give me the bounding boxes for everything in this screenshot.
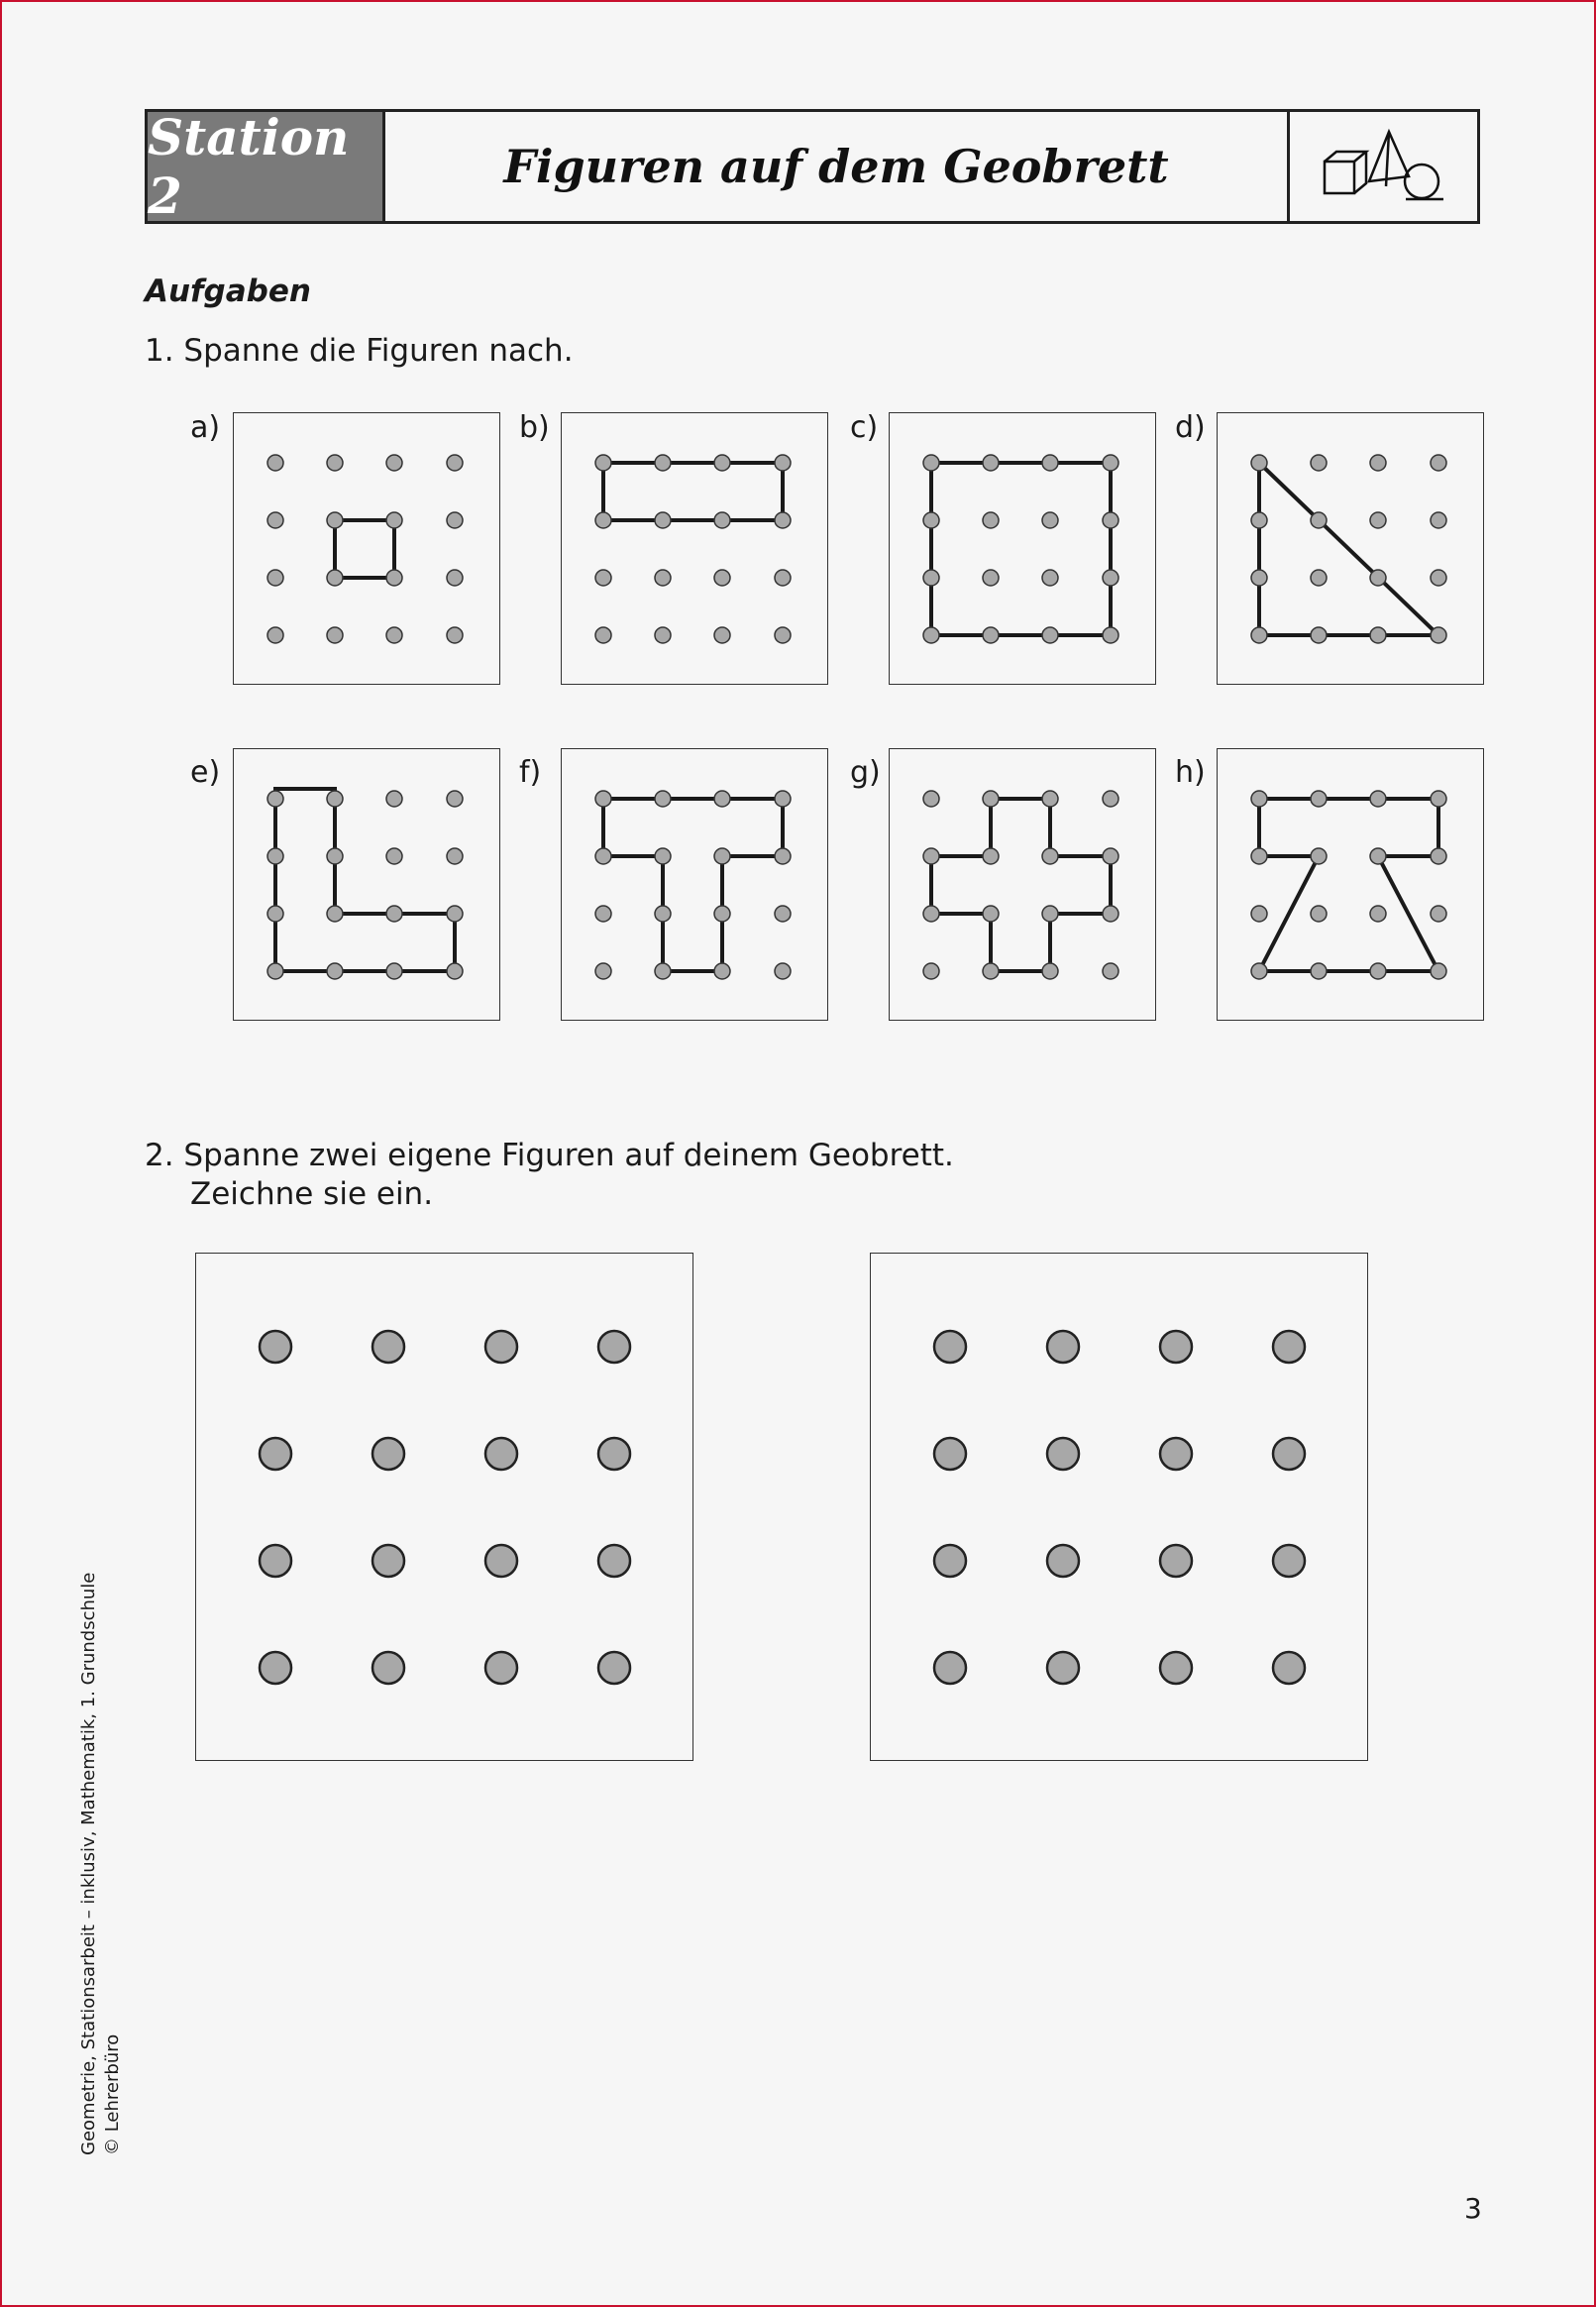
geoboard-e (233, 748, 500, 1021)
blank-geoboard-1 (195, 1253, 693, 1761)
item-label-e: e) (190, 755, 221, 790)
geoboard-g (889, 748, 1156, 1021)
task2-line2: Zeichne sie ein. (190, 1176, 434, 1212)
geoboard-a (233, 412, 500, 685)
worksheet-title: Figuren auf dem Geobrett (503, 140, 1169, 193)
station-label: Station 2 (148, 112, 385, 221)
task2-line1: 2. Spanne zwei eigene Figuren auf deinem Geobrett. (145, 1138, 954, 1173)
item-label-g: g) (850, 755, 881, 790)
geoboard-d (1217, 412, 1484, 685)
blank-geoboard-2 (870, 1253, 1368, 1761)
page-number: 3 (1464, 2192, 1482, 2225)
item-label-a: a) (190, 410, 221, 445)
item-label-h: h) (1175, 755, 1206, 790)
geometry-shapes-icon (1287, 112, 1477, 221)
task1-text: 1. Spanne die Figuren nach. (145, 333, 574, 369)
item-label-c: c) (850, 410, 879, 445)
worksheet-header (145, 109, 1480, 224)
item-label-f: f) (519, 755, 542, 790)
item-label-d: d) (1175, 410, 1206, 445)
copyright-credit (77, 1573, 125, 2155)
item-label-b: b) (519, 410, 550, 445)
credit-line-1: Geometrie, Stationsarbeit – inklusiv, Mathematik, 1. Grundschule (78, 1572, 99, 2155)
geoboard-h (1217, 748, 1484, 1021)
geoboard-f (561, 748, 828, 1021)
credit-line-2: © Lehrerbüro (102, 2033, 123, 2155)
geoboard-c (889, 412, 1156, 685)
geoboard-b (561, 412, 828, 685)
section-heading: Aufgaben (145, 274, 311, 309)
